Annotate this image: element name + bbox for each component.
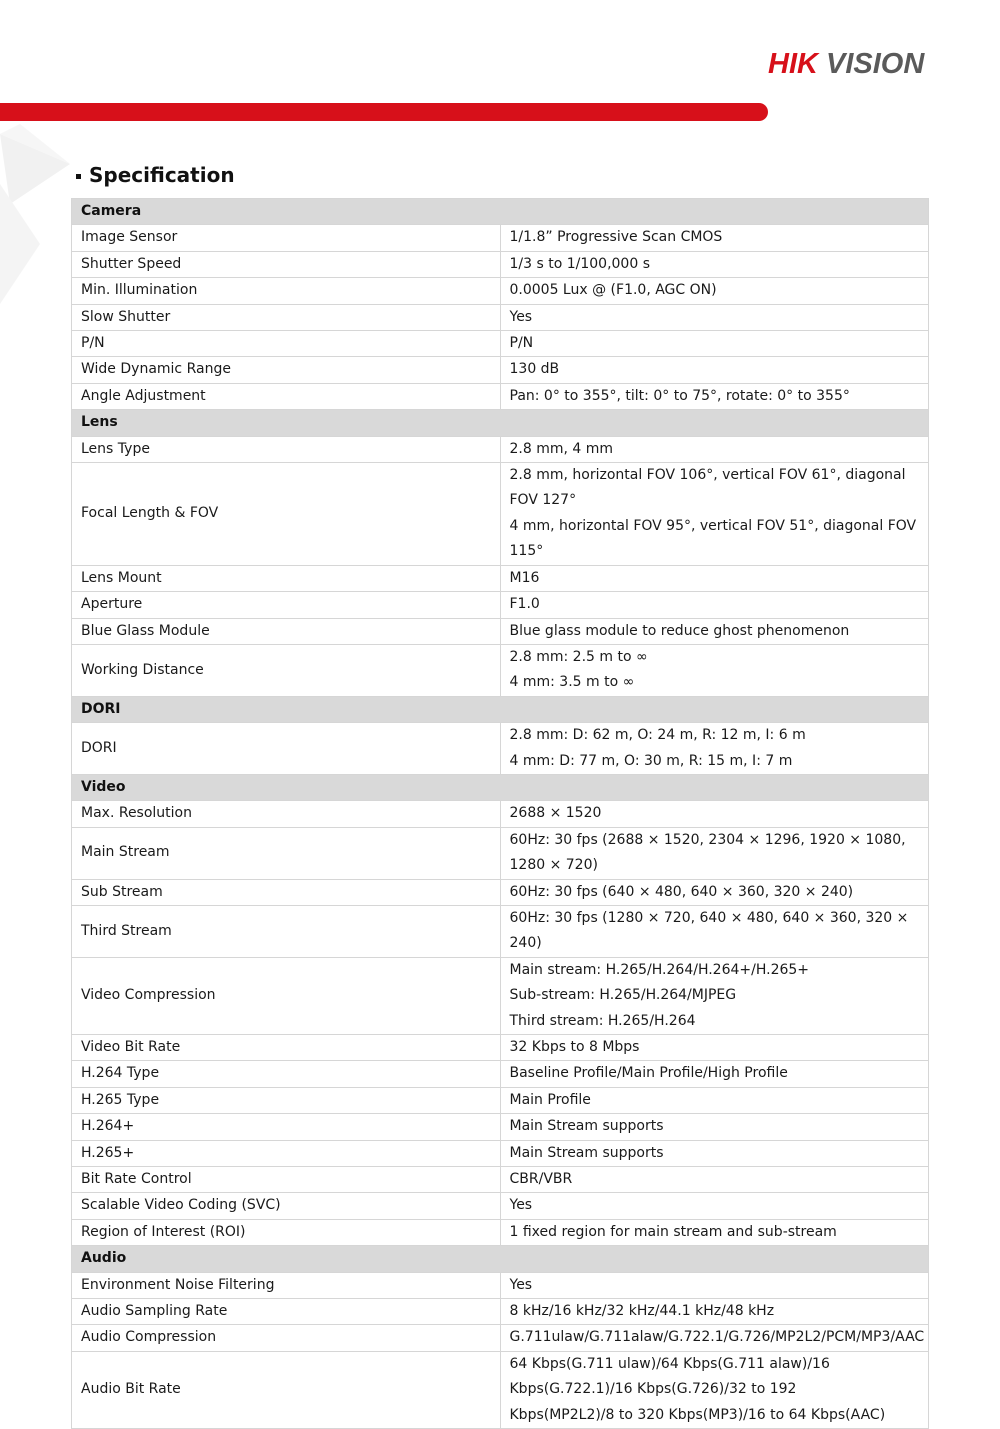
spec-value (500, 1087, 929, 1113)
spec-label: Angle Adjustment (72, 383, 501, 409)
spec-label: Focal Length & FOV (72, 463, 501, 566)
spec-value-line: Yes (509, 1276, 533, 1293)
spec-label: Slow Shutter (72, 304, 501, 330)
spec-value-line: Main Stream supports (509, 1144, 664, 1161)
spec-label: Sub Stream (72, 879, 501, 905)
spec-row (72, 905, 929, 957)
spec-label: Blue Glass Module (72, 618, 501, 644)
spec-row (72, 357, 929, 383)
spec-value-line: 8 kHz/16 kHz/32 kHz/44.1 kHz/48 kHz (509, 1303, 775, 1320)
spec-label: Audio Compression (72, 1325, 501, 1351)
spec-row (72, 1167, 929, 1193)
section-title: Specification (89, 163, 235, 187)
spec-group-label: Camera (72, 199, 929, 225)
spec-label: P/N (72, 331, 501, 357)
spec-label: Shutter Speed (72, 251, 501, 277)
spec-group-header (72, 696, 929, 722)
spec-row (72, 1272, 929, 1298)
spec-group-header (72, 410, 929, 436)
spec-row (72, 827, 929, 879)
spec-row (72, 1351, 929, 1428)
spec-label: Image Sensor (72, 225, 501, 251)
spec-value-line: F1.0 (509, 596, 540, 613)
spec-value (500, 278, 929, 304)
spec-label: H.265 Type (72, 1087, 501, 1113)
spec-value-line: 2.8 mm, horizontal FOV 106°, vertical FOV 61°, diagonal FOV 127° (509, 467, 906, 509)
bullet-icon (76, 174, 81, 179)
spec-row (72, 618, 929, 644)
spec-value-line: 60Hz: 30 fps (640 × 480, 640 × 360, 320 × 240) (509, 883, 854, 900)
spec-value-line: CBR/VBR (509, 1171, 573, 1188)
spec-value (500, 357, 929, 383)
spec-value-line: 1/3 s to 1/100,000 s (509, 255, 650, 272)
spec-value (500, 1035, 929, 1061)
brand-logo-text-hik: HIK (768, 48, 818, 80)
spec-value-line: 130 dB (509, 361, 560, 378)
spec-table (71, 198, 929, 1429)
spec-label: H.264 Type (72, 1061, 501, 1087)
spec-label: Environment Noise Filtering (72, 1272, 501, 1298)
spec-group-header (72, 774, 929, 800)
spec-value-line: 1 fixed region for main stream and sub-stream (509, 1223, 837, 1240)
spec-value-line: Main stream: H.265/H.264/H.264+/H.265+ (509, 961, 810, 978)
spec-group-label: Audio (72, 1246, 929, 1272)
spec-group-label: Video (72, 774, 929, 800)
spec-value-line: 64 Kbps(G.711 ulaw)/64 Kbps(G.711 alaw)/16 Kbps(G.722.1)/16 Kbps(G.726)/32 to 192 (509, 1355, 830, 1398)
spec-group-header (72, 1246, 929, 1272)
spec-row (72, 463, 929, 566)
spec-value (500, 565, 929, 591)
spec-label: Max. Resolution (72, 801, 501, 827)
spec-label: Min. Illumination (72, 278, 501, 304)
section-heading (76, 163, 235, 187)
spec-value-line: Main Profile (509, 1091, 591, 1108)
spec-value (500, 463, 929, 566)
spec-value-line: 0.0005 Lux @ (F1.0, AGC ON) (509, 282, 717, 299)
spec-value (500, 1061, 929, 1087)
spec-label: Aperture (72, 592, 501, 618)
spec-label: Working Distance (72, 644, 501, 696)
spec-label: Audio Bit Rate (72, 1351, 501, 1428)
spec-label: DORI (72, 723, 501, 775)
brand-logo-text-vision: VISION (826, 48, 925, 80)
spec-label: Video Compression (72, 957, 501, 1034)
spec-value-line: P/N (509, 335, 534, 352)
spec-group-header (72, 199, 929, 225)
spec-value (500, 1140, 929, 1166)
spec-value (500, 436, 929, 462)
spec-label: Scalable Video Coding (SVC) (72, 1193, 501, 1219)
brand-logo-svg (768, 46, 954, 80)
spec-row (72, 723, 929, 775)
spec-label: Main Stream (72, 827, 501, 879)
spec-row (72, 801, 929, 827)
spec-value-line: Sub-stream: H.265/H.264/MJPEG (509, 987, 737, 1004)
spec-value-line: Third stream: H.265/H.264 (509, 1012, 696, 1029)
spec-label: Third Stream (72, 905, 501, 957)
spec-value-line: 1/1.8” Progressive Scan CMOS (509, 229, 723, 246)
spec-row (72, 331, 929, 357)
spec-value (500, 383, 929, 409)
spec-value (500, 1325, 929, 1351)
spec-value-line: 4 mm: D: 77 m, O: 30 m, R: 15 m, I: 7 m (509, 752, 793, 769)
spec-value (500, 1219, 929, 1245)
spec-label: Bit Rate Control (72, 1167, 501, 1193)
spec-label: Audio Sampling Rate (72, 1299, 501, 1325)
spec-row (72, 1325, 929, 1351)
spec-value (500, 723, 929, 775)
spec-value (500, 225, 929, 251)
header-red-bar (0, 103, 768, 121)
spec-value-line: 2.8 mm: D: 62 m, O: 24 m, R: 12 m, I: 6 m (509, 727, 806, 744)
spec-row (72, 1061, 929, 1087)
spec-row (72, 1299, 929, 1325)
spec-row (72, 957, 929, 1034)
spec-value-line: Yes (509, 308, 533, 325)
spec-value (500, 644, 929, 696)
spec-row (72, 225, 929, 251)
spec-label: Lens Mount (72, 565, 501, 591)
spec-row (72, 251, 929, 277)
spec-value-line: G.711ulaw/G.711alaw/G.722.1/G.726/MP2L2/PCM/MP3/AAC (509, 1329, 925, 1346)
spec-value (500, 905, 929, 957)
spec-value (500, 1351, 929, 1428)
spec-value-line: 4 mm: 3.5 m to ∞ (509, 674, 635, 691)
spec-row (72, 383, 929, 409)
spec-value (500, 251, 929, 277)
spec-table-body (72, 199, 929, 1429)
spec-value (500, 801, 929, 827)
spec-value-line: Baseline Profile/Main Profile/High Profile (509, 1065, 788, 1082)
spec-value (500, 331, 929, 357)
spec-row (72, 1219, 929, 1245)
spec-row (72, 1035, 929, 1061)
spec-label: Wide Dynamic Range (72, 357, 501, 383)
spec-row (72, 565, 929, 591)
spec-value-line: 32 Kbps to 8 Mbps (509, 1039, 640, 1055)
spec-group-label: Lens (72, 410, 929, 436)
spec-group-label: DORI (72, 696, 929, 722)
spec-row (72, 436, 929, 462)
spec-value-line: Pan: 0° to 355°, tilt: 0° to 75°, rotate: 0° to 355° (509, 387, 850, 404)
spec-value (500, 1114, 929, 1140)
spec-value-line: 60Hz: 30 fps (2688 × 1520, 2304 × 1296, 1920 × 1080, 1280 × 720) (509, 831, 906, 874)
spec-label: Video Bit Rate (72, 1035, 501, 1061)
spec-value (500, 957, 929, 1034)
spec-value-line: Yes (509, 1197, 533, 1214)
spec-value (500, 1193, 929, 1219)
spec-row (72, 879, 929, 905)
spec-value-line: Main Stream supports (509, 1118, 664, 1135)
spec-value (500, 1167, 929, 1193)
spec-row (72, 1193, 929, 1219)
spec-value-line: 60Hz: 30 fps (1280 × 720, 640 × 480, 640 × 360, 320 × 240) (509, 909, 909, 952)
spec-label: H.264+ (72, 1114, 501, 1140)
spec-value-line: Blue glass module to reduce ghost phenomenon (509, 622, 850, 639)
spec-value (500, 1272, 929, 1298)
spec-label: Region of Interest (ROI) (72, 1219, 501, 1245)
decorative-triangles (0, 124, 80, 324)
spec-row (72, 1140, 929, 1166)
spec-value-line: 2.8 mm: 2.5 m to ∞ (509, 648, 648, 665)
spec-label: Lens Type (72, 436, 501, 462)
spec-row (72, 592, 929, 618)
spec-value (500, 879, 929, 905)
spec-row (72, 304, 929, 330)
spec-value (500, 1299, 929, 1325)
spec-value (500, 618, 929, 644)
spec-value-line: 4 mm, horizontal FOV 95°, vertical FOV 51°, diagonal FOV 115° (509, 517, 917, 560)
spec-row (72, 644, 929, 696)
spec-value-line: 2.8 mm, 4 mm (509, 440, 614, 457)
brand-logo (768, 46, 954, 80)
spec-value-line: M16 (509, 569, 540, 586)
spec-value-line: Kbps(MP2L2)/8 to 320 Kbps(MP3)/16 to 64 Kbps(AAC) (509, 1406, 886, 1423)
spec-row (72, 278, 929, 304)
spec-value (500, 827, 929, 879)
spec-row (72, 1087, 929, 1113)
spec-value (500, 304, 929, 330)
spec-label: H.265+ (72, 1140, 501, 1166)
spec-value (500, 592, 929, 618)
spec-value-line: 2688 × 1520 (509, 805, 602, 822)
spec-row (72, 1114, 929, 1140)
